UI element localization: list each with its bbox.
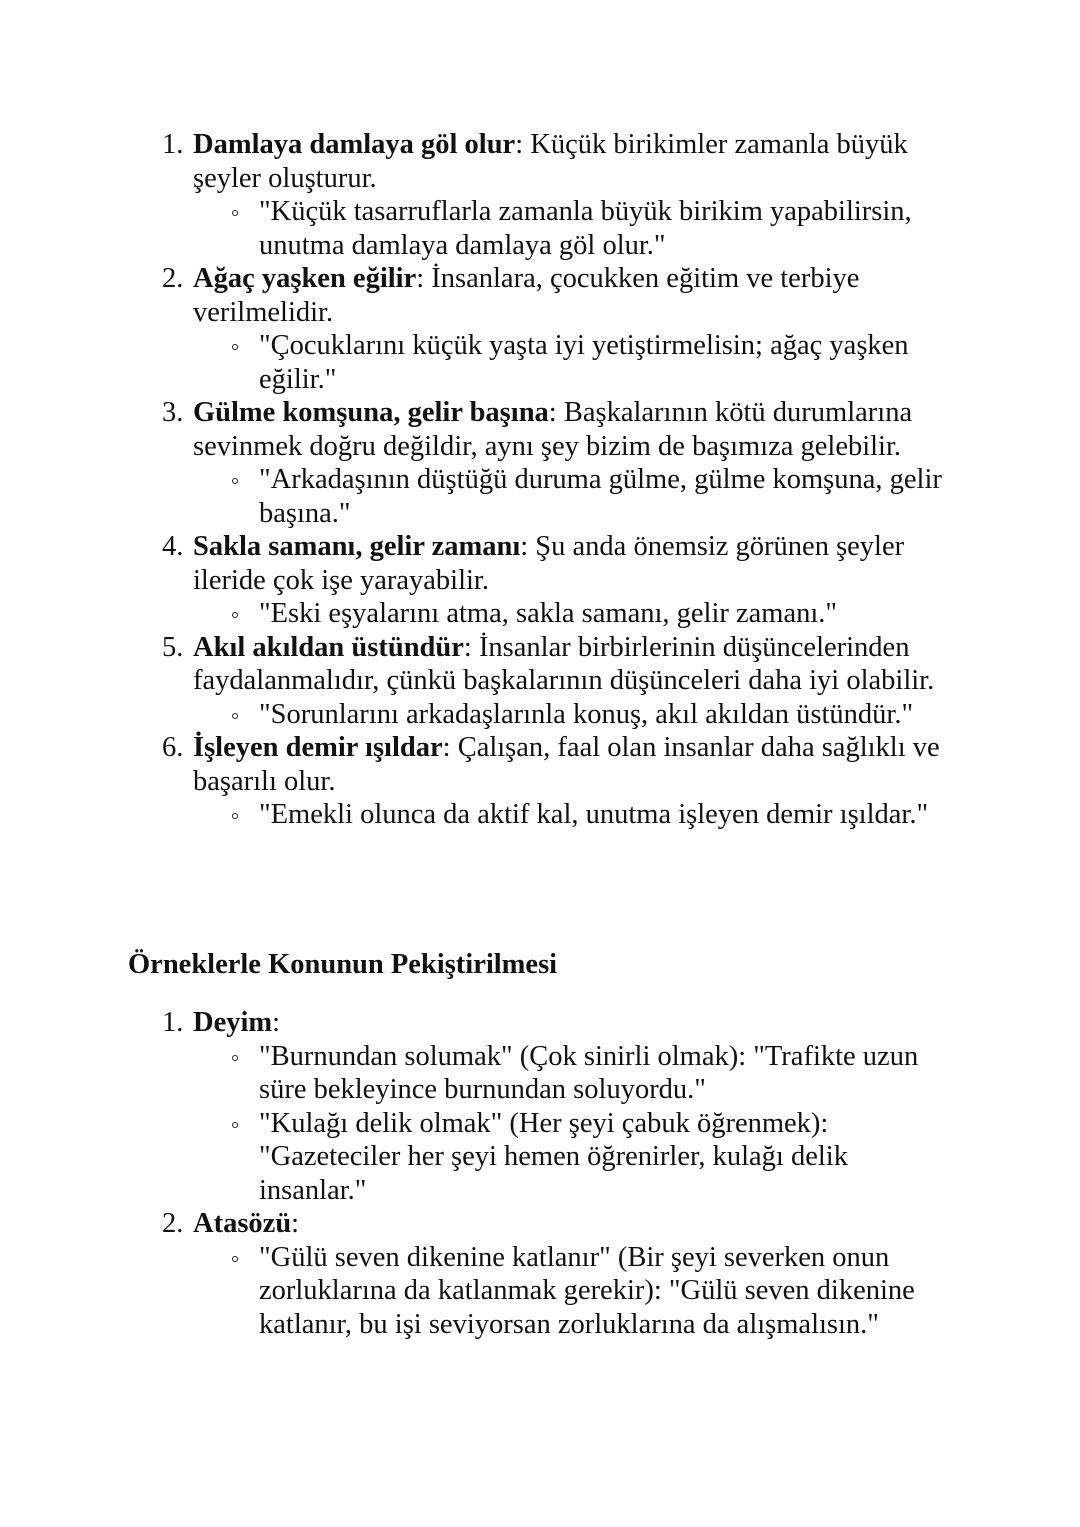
example-list	[193, 1241, 962, 1342]
examples-list	[162, 1006, 962, 1341]
circle-bullet-icon	[232, 344, 238, 350]
proverb-term: Akıl akıldan üstündür	[193, 631, 464, 663]
circle-bullet-icon	[232, 1122, 238, 1128]
proverb-definition: İnsanlar birbirlerinin düşüncelerinden faydalanmalıdır, çünkü başkalarının düşünceleri daha iyi olabilir.	[193, 631, 935, 696]
proverb-definition: Şu anda önemsiz görünen şeyler ileride çok işe yarayabilir.	[193, 531, 905, 596]
separator: :	[442, 732, 451, 763]
circle-bullet-icon	[232, 612, 238, 618]
proverb-definition: Başkalarının kötü durumlarına sevinmek doğru değildir, aynı şey bizim de başımıza gelebilir.	[193, 397, 913, 462]
separator: :	[416, 263, 425, 294]
example-item	[193, 1040, 962, 1107]
example-item	[193, 463, 962, 530]
example-list	[193, 329, 962, 396]
list-item	[162, 731, 962, 832]
example-text: "Küçük tasarruflarla zamanla büyük birikim yapabilirsin, unutma damlaya damlaya göl olur."	[259, 196, 912, 261]
separator: :	[520, 531, 529, 562]
example-text: "Gülü seven dikenine katlanır" (Bir şeyi severken onun zorluklarına da katlanmak gerekir): "Gülü seven dikenine katlanır, bu işi seviyorsan zorluklarına da alışmalısın."	[259, 1241, 915, 1340]
item-number: 2.	[162, 263, 184, 294]
item-number: 1.	[162, 129, 184, 160]
list-item	[162, 262, 962, 396]
example-item	[193, 329, 962, 396]
list-item	[162, 128, 962, 262]
item-number: 5.	[162, 631, 184, 663]
list-item	[162, 631, 962, 732]
example-text: "Arkadaşının düştüğü duruma gülme, gülme komşuna, gelir başına."	[259, 464, 942, 529]
example-list	[193, 698, 962, 732]
item-number: 2.	[162, 1208, 184, 1239]
proverb-definition: İnsanlara, çocukken eğitim ve terbiye verilmelidir.	[193, 263, 860, 328]
proverb-term: Sakla samanı, gelir zamanı	[193, 531, 521, 562]
circle-bullet-icon	[232, 210, 238, 216]
example-item	[193, 698, 962, 732]
proverb-list	[162, 128, 962, 832]
item-number: 3.	[162, 397, 184, 428]
example-item	[193, 597, 962, 631]
proverb-definition: Çalışan, faal olan insanlar daha sağlıklı ve başarılı olur.	[193, 732, 940, 797]
category-term: Deyim	[193, 1007, 273, 1038]
list-item	[162, 396, 962, 530]
example-list	[193, 1040, 962, 1208]
item-number: 6.	[162, 732, 184, 763]
circle-bullet-icon	[232, 713, 238, 719]
example-list	[193, 597, 962, 631]
separator: :	[515, 129, 524, 160]
example-text: "Sorunlarını arkadaşlarınla konuş, akıl akıldan üstündür."	[259, 698, 914, 730]
example-item	[193, 1241, 962, 1342]
example-text: "Burnundan solumak" (Çok sinirli olmak): "Trafikte uzun süre bekleyince burnundan soluyordu."	[259, 1040, 919, 1105]
example-text: "Çocuklarını küçük yaşta iyi yetiştirmelisin; ağaç yaşken eğilir."	[259, 330, 909, 395]
list-item	[162, 530, 962, 631]
separator: :	[463, 631, 472, 663]
example-list	[193, 195, 962, 262]
item-number: 4.	[162, 531, 184, 562]
separator: :	[548, 397, 557, 428]
example-list	[193, 463, 962, 530]
item-number: 1.	[162, 1007, 184, 1038]
separator: :	[291, 1208, 300, 1239]
example-item	[193, 195, 962, 262]
proverb-term: Gülme komşuna, gelir başına	[193, 397, 549, 428]
circle-bullet-icon	[232, 1256, 238, 1262]
proverb-term: Damlaya damlaya göl olur	[193, 129, 516, 160]
example-list	[193, 798, 962, 832]
proverb-definition: Küçük birikimler zamanla büyük şeyler oluşturur.	[193, 129, 908, 194]
circle-bullet-icon	[232, 478, 238, 484]
category-term: Atasözü	[193, 1208, 292, 1239]
proverb-term: İşleyen demir ışıldar	[193, 732, 443, 763]
example-item	[193, 798, 962, 832]
example-text: "Eski eşyalarını atma, sakla samanı, gelir zamanı."	[259, 598, 838, 629]
example-text: "Emekli olunca da aktif kal, unutma işleyen demir ışıldar."	[259, 799, 929, 830]
list-item	[162, 1207, 962, 1341]
section-heading: Örneklerle Konunun Pekiştirilmesi	[128, 949, 558, 980]
list-item	[162, 1006, 962, 1207]
circle-bullet-icon	[232, 813, 238, 819]
example-item	[193, 1107, 962, 1208]
example-text: "Kulağı delik olmak" (Her şeyi çabuk öğrenmek): "Gazeteciler her şeyi hemen öğrenirler, kulağı delik insanlar."	[259, 1107, 848, 1206]
proverb-term: Ağaç yaşken eğilir	[193, 263, 417, 294]
separator: :	[272, 1007, 281, 1038]
circle-bullet-icon	[232, 1055, 238, 1061]
